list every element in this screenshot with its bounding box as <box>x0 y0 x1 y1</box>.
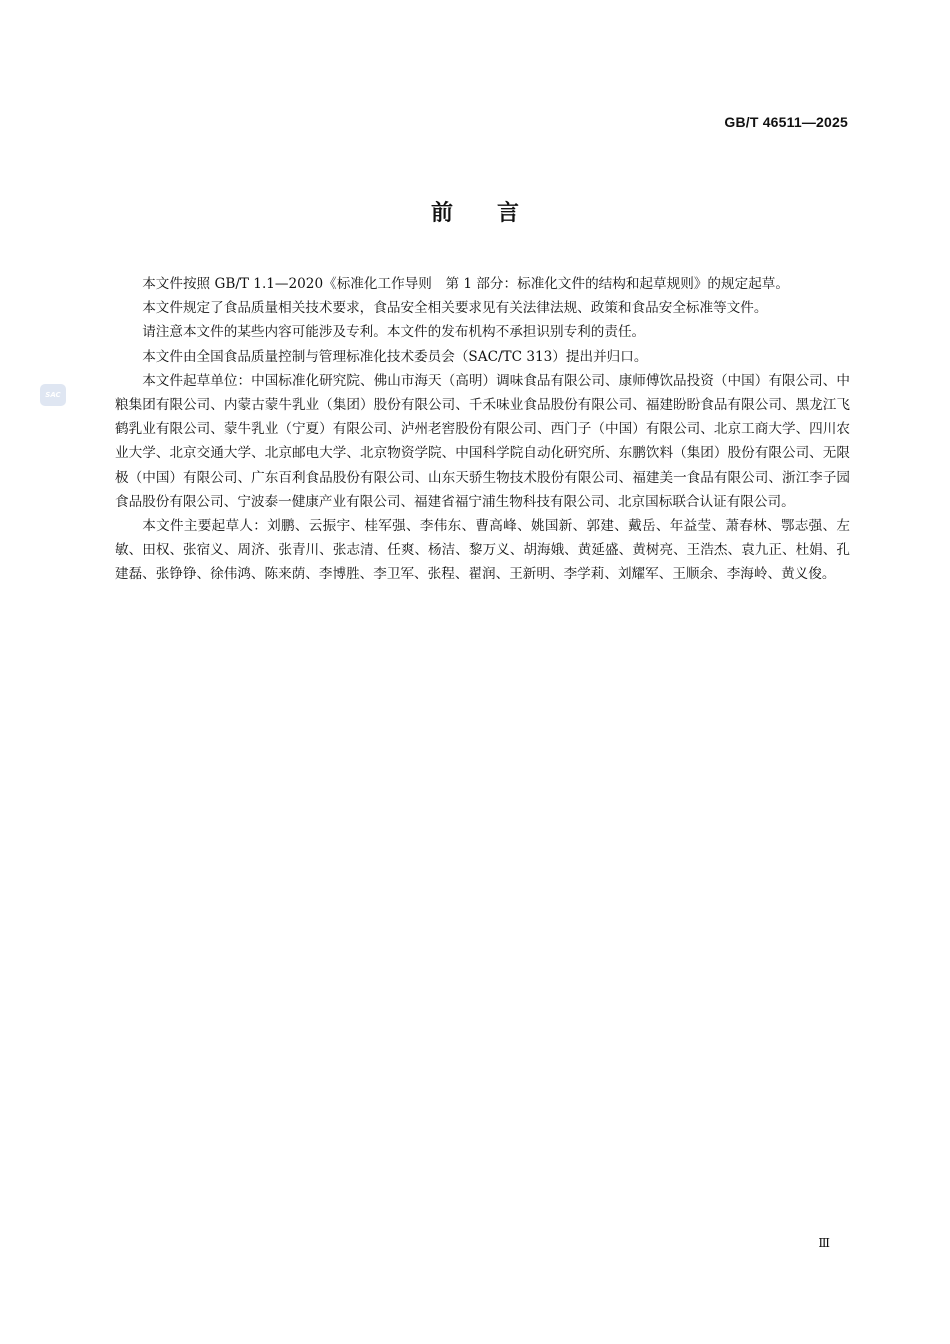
foreword-body <box>115 272 850 587</box>
paragraph-committee: 本文件由全国食品质量控制与管理标准化技术委员会（SAC/TC 313）提出并归口。 <box>142 348 648 365</box>
paragraph-scope-note: 本文件规定了食品质量相关技术要求，食品安全相关要求见有关法律法规、政策和食品安全标准等文件。 <box>142 300 768 317</box>
paragraph-patent-notice: 请注意本文件的某些内容可能涉及专利。本文件的发布机构不承担识别专利的责任。 <box>142 324 646 341</box>
paragraph-drafting-rules: 本文件按照 GB/T 1.1—2020《标准化工作导则 第 1 部分：标准化文件的结构和起草规则》的规定起草。 <box>142 276 789 292</box>
page-number: Ⅲ <box>818 1236 830 1250</box>
paragraph-drafters: 本文件主要起草人：刘鹏、云振宇、桂军强、李伟东、曹高峰、姚国新、郭建、戴岳、年益莹、萧春林、鄂志强、左敏、田权、张宿义、周济、张青川、张志清、任爽、杨洁、黎万义、胡海娥、黄延盛、黄树亮、王浩杰、袁九正、杜娟、孔建磊、张铮铮、徐伟鸿、陈来荫、李博胜、李卫军、张程、翟润、王新明、李学莉、刘耀军、王顺余、李海岭、黄义俊。 <box>115 518 850 583</box>
sac-watermark-icon: SAC <box>40 384 66 406</box>
paragraph-drafting-units: 本文件起草单位：中国标准化研究院、佛山市海天（高明）调味食品有限公司、康师傅饮品投资（中国）有限公司、中粮集团有限公司、内蒙古蒙牛乳业（集团）股份有限公司、千禾味业食品股份有限公司、福建盼盼食品有限公司、黑龙江飞鹤乳业有限公司、蒙牛乳业（宁夏）有限公司、泸州老窖股份有限公司、西门子（中国）有限公司、北京工商大学、四川农业大学、北京交通大学、北京邮电大学、北京物资学院、中国科学院自动化研究所、东鹏饮料（集团）股份有限公司、无限极（中国）有限公司、广东百利食品股份有限公司、山东天骄生物技术股份有限公司、福建美一食品有限公司、浙江李子园食品股份有限公司、宁波泰一健康产业有限公司、福建省福宁浦生物科技有限公司、北京国标联合认证有限公司。 <box>115 372 850 510</box>
section-title: 前言 <box>430 201 563 226</box>
standard-number: GB/T 46511—2025 <box>724 114 848 130</box>
